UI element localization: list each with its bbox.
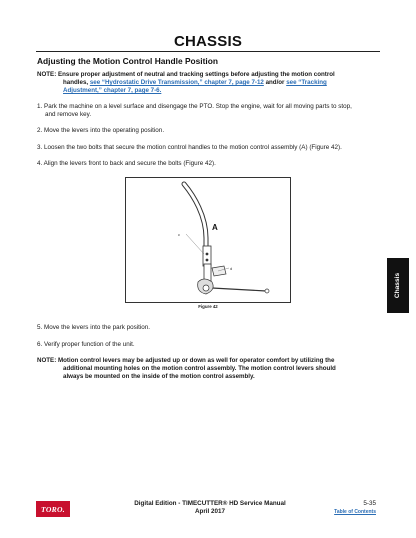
bolt-lower: [206, 259, 209, 262]
mount-bracket: [203, 246, 211, 266]
step-2: 2. Move the levers into the operating position.: [37, 127, 165, 134]
page-number: 5-35: [363, 500, 376, 507]
chapter-tab-chassis[interactable]: [387, 258, 409, 313]
linkage-plate: [212, 266, 226, 276]
note-line-1: Motion control levers may be adjusted up or down as well for operator comfort by utilizing the: [57, 357, 335, 364]
callout-a: A: [212, 223, 218, 232]
step-4: 4. Align the levers front to back and secure the bolts (Figure 42).: [37, 160, 216, 167]
step-1: 1. Park the machine on a level surface and disengage the PTO. Stop the engine, wait for all moving parts to stop, and remove key.: [37, 103, 352, 119]
figure-42-illustration: [125, 177, 291, 303]
note-label: NOTE:: [37, 71, 57, 78]
pivot-bolt: [203, 285, 209, 291]
note-line-2: handles, see “Hydrostatic Drive Transmission,” chapter 7, page 7-12 and/or see “Tracking: [63, 79, 327, 87]
motion-control-handle-drawing: [126, 178, 292, 304]
part-marker-1: c: [178, 232, 180, 237]
note-line-3: always be mounted on the inside of the motion control assembly.: [63, 373, 255, 381]
note-label: NOTE:: [37, 357, 57, 364]
chapter-tab-label: Chassis: [394, 272, 402, 299]
link-tracking-adjustment-a[interactable]: see “Tracking: [286, 79, 327, 87]
section-title: Adjusting the Motion Control Handle Position: [37, 56, 218, 66]
part-marker-2: d: [230, 266, 233, 271]
note-line-1: Ensure proper adjustment of neutral and tracking settings before adjusting the motion control: [57, 71, 335, 78]
toro-logo: TORO.: [36, 501, 70, 517]
table-of-contents-link[interactable]: Table of Contents: [334, 509, 376, 515]
figure-caption: Figure 42: [198, 304, 218, 309]
link-tracking-adjustment-b[interactable]: Adjustment,” chapter 7, page 7-6.: [63, 87, 162, 95]
rod-end: [265, 289, 269, 293]
note-line-2: additional mounting holes on the motion control assembly. The motion control levers should: [63, 365, 336, 373]
footer-manual-title: Digital Edition - TIMECUTTER® HD Service Manual April 2017: [134, 500, 286, 516]
title-divider: [36, 51, 380, 52]
note-line-3: [37, 87, 363, 95]
note-adjustment: [37, 71, 363, 95]
page-title: CHASSIS: [173, 33, 243, 50]
handle-inner: [184, 184, 206, 248]
linkage-rod: [212, 288, 266, 291]
note-mounting-holes: [37, 357, 363, 381]
step-6: 6. Verify proper function of the unit.: [37, 341, 135, 348]
step-3: 3. Loosen the two bolts that secure the motion control handles to the motion control assembly (A) (Figure 42).: [37, 144, 342, 151]
bolt-upper: [206, 253, 209, 256]
step-5: 5. Move the levers into the park position.: [37, 324, 151, 331]
link-hydrostatic-transmission[interactable]: see “Hydrostatic Drive Transmission,” chapter 7, page 7-12: [89, 79, 264, 87]
